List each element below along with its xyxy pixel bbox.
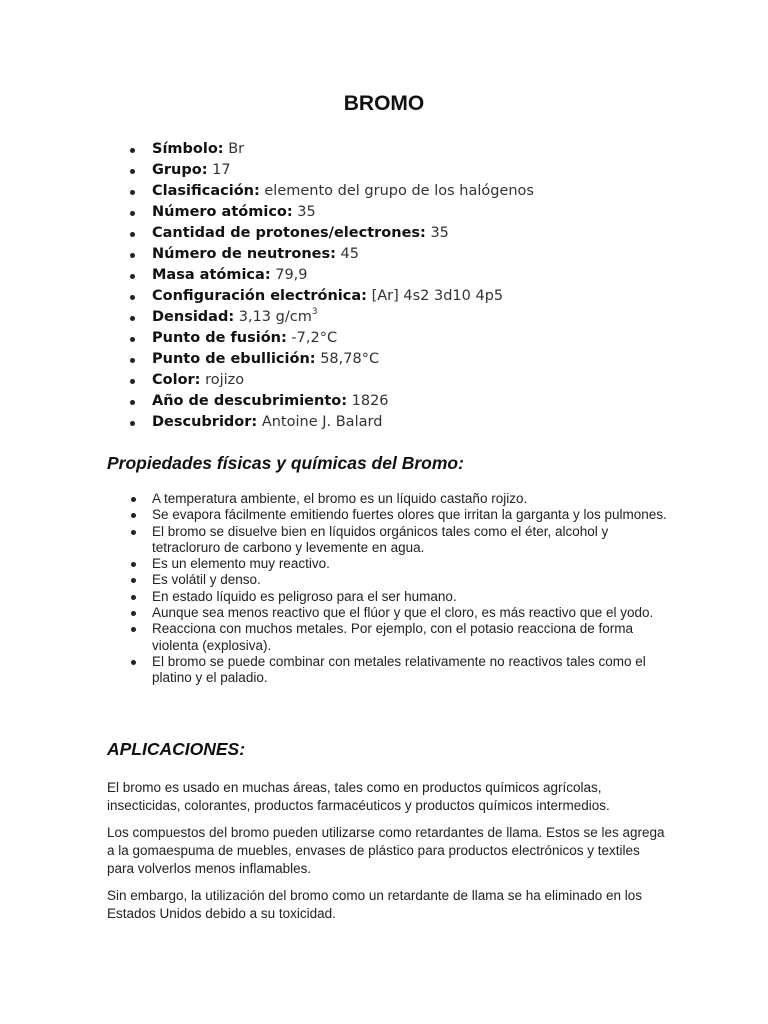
- fact-value: 58,78°C: [320, 351, 380, 367]
- fact-value: elemento del grupo de los halógenos: [264, 183, 534, 199]
- fact-label: Número atómico:: [152, 204, 293, 220]
- fact-item: [128, 223, 534, 244]
- fact-value: 17: [212, 162, 231, 178]
- fact-label: Densidad:: [152, 309, 235, 325]
- document-title: BROMO: [343, 92, 425, 115]
- fact-value: [Ar] 4s2 3d10 4p5: [371, 288, 504, 304]
- fact-value: 35: [430, 225, 449, 241]
- fact-value: 45: [340, 246, 359, 262]
- properties-heading: Propiedades físicas y químicas del Bromo:: [107, 453, 464, 473]
- applications-heading: APLICACIONES:: [107, 739, 246, 759]
- fact-item: [128, 244, 534, 265]
- list-item: El bromo se puede combinar con metales relativamente no reactivos tales como el platino y el paladio.: [128, 654, 668, 687]
- fact-item: [128, 412, 534, 433]
- fact-value: 79,9: [275, 267, 308, 283]
- list-item: El bromo se disuelve bien en líquidos orgánicos tales como el éter, alcohol y tetracloruro de carbono y levemente en agua.: [128, 524, 668, 557]
- element-facts-list: [128, 139, 534, 433]
- fact-item: [128, 391, 534, 412]
- applications-paragraph-1: El bromo es usado en muchas áreas, tales como en productos químicos agrícolas, insecticidas, colorantes, productos farmacéuticos y productos químicos intermedios.: [107, 780, 610, 813]
- fact-label: Descubridor:: [152, 414, 258, 430]
- fact-value: -7,2°C: [291, 330, 338, 346]
- density-value: 3,13 g/cm: [238, 309, 312, 325]
- fact-item: [128, 202, 534, 223]
- density-exponent: 3: [311, 307, 318, 318]
- fact-label: Grupo:: [152, 162, 208, 178]
- fact-item: [128, 370, 534, 391]
- fact-label: Color:: [152, 372, 201, 388]
- properties-list: [128, 491, 668, 687]
- fact-label: Cantidad de protones/electrones:: [152, 225, 426, 241]
- list-item: Es volátil y denso.: [128, 572, 668, 588]
- fact-item: [128, 265, 534, 286]
- fact-item: [128, 181, 534, 202]
- applications-paragraph-2: Los compuestos del bromo pueden utilizarse como retardantes de llama. Estos se les agrega a la gomaespuma de muebles, envases de plástico para productos electrónicos y textiles para volverlos menos inflamables.: [107, 825, 665, 876]
- list-item: Reacciona con muchos metales. Por ejemplo, con el potasio reacciona de forma violenta (explosiva).: [128, 621, 668, 654]
- list-item: Se evapora fácilmente emitiendo fuertes olores que irritan la garganta y los pulmones.: [128, 507, 668, 523]
- fact-label: Número de neutrones:: [152, 246, 336, 262]
- fact-item: [128, 160, 534, 181]
- fact-label: Configuración electrónica:: [152, 288, 367, 304]
- fact-value: Br: [228, 141, 245, 157]
- fact-value: rojizo: [205, 372, 245, 388]
- fact-value: Antoine J. Balard: [261, 414, 383, 430]
- list-item: Aunque sea menos reactivo que el flúor y que el cloro, es más reactivo que el yodo.: [128, 605, 668, 621]
- fact-label: Punto de fusión:: [152, 330, 287, 346]
- fact-item: [128, 286, 534, 307]
- fact-item: [128, 328, 534, 349]
- fact-item: [128, 349, 534, 370]
- fact-label: Clasificación:: [152, 183, 260, 199]
- fact-label: Masa atómica:: [152, 267, 271, 283]
- fact-item: [128, 139, 534, 160]
- fact-value: 1826: [351, 393, 389, 409]
- applications-paragraph-3: Sin embargo, la utilización del bromo como un retardante de llama se ha eliminado en los Estados Unidos debido a su toxicidad.: [107, 888, 643, 921]
- fact-label: Símbolo:: [152, 141, 224, 157]
- fact-label: Año de descubrimiento:: [152, 393, 348, 409]
- list-item: A temperatura ambiente, el bromo es un líquido castaño rojizo.: [128, 491, 668, 507]
- fact-value: [239, 309, 318, 325]
- fact-item: [128, 307, 534, 328]
- fact-value: 35: [297, 204, 316, 220]
- fact-label: Punto de ebullición:: [152, 351, 316, 367]
- list-item: En estado líquido es peligroso para el ser humano.: [128, 589, 668, 605]
- list-item: Es un elemento muy reactivo.: [128, 556, 668, 572]
